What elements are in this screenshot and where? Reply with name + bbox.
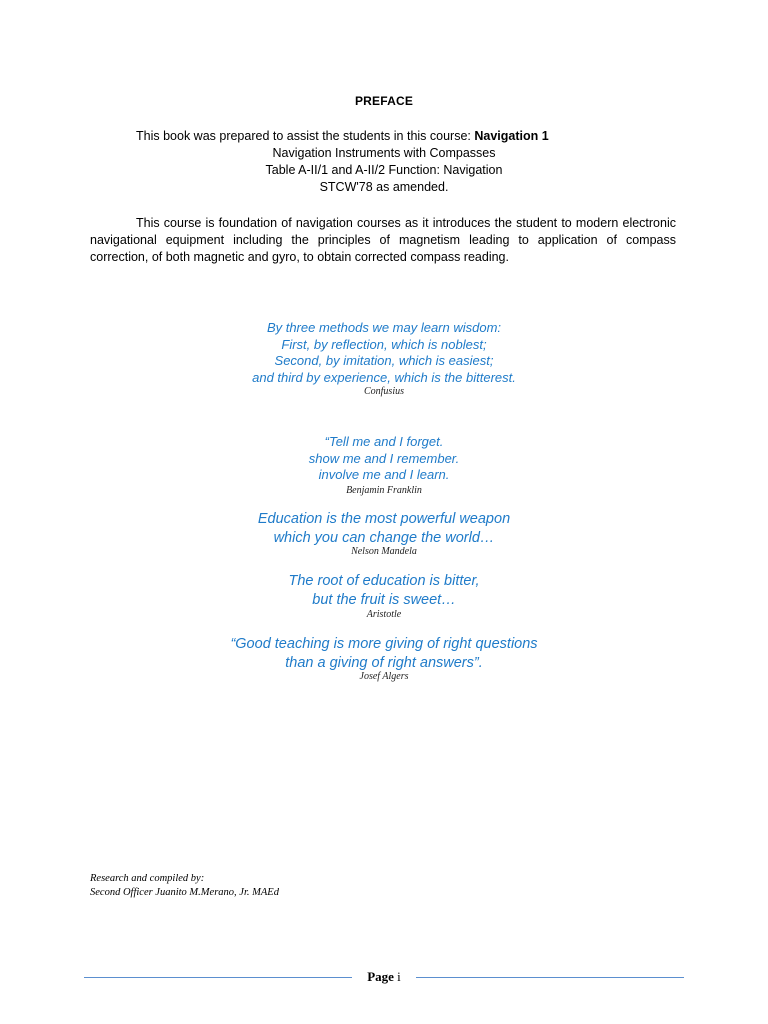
course-convention: STCW'78 as amended.: [319, 180, 449, 194]
quote-line: The root of education is bitter,: [288, 573, 480, 589]
quote-line: but the fruit is sweet…: [312, 591, 456, 608]
credits-author: Second Officer Juanito M.Merano, Jr. MAEd: [90, 886, 279, 898]
footer-rule-left: [84, 977, 352, 978]
quote-line: Second, by imitation, which is easiest;: [274, 353, 494, 368]
quote-line: “Tell me and I forget.: [324, 434, 444, 449]
quote-author: Aristotle: [366, 609, 402, 620]
quote-line: show me and I remember.: [308, 450, 460, 466]
page-title: PREFACE: [354, 94, 414, 108]
quote-line: and third by experience, which is the bitterest.: [252, 369, 516, 385]
credits-label: Research and compiled by:: [90, 873, 205, 884]
course-table-reference: Table A-II/1 and A-II/2 Function: Navigation: [265, 163, 503, 177]
quote-line: First, by reflection, which is noblest;: [281, 336, 487, 352]
quote-block: [0, 635, 768, 672]
quote-block: [0, 510, 768, 547]
page-number-value: i: [397, 969, 401, 984]
page-number: [352, 969, 416, 985]
intro-lead: This book was prepared to assist the students in this course:: [136, 129, 475, 143]
quote-line: which you can change the world…: [273, 529, 495, 546]
quote-line: By three methods we may learn wisdom:: [266, 320, 502, 335]
course-name: Navigation 1: [474, 129, 549, 143]
quote-author: Benjamin Franklin: [346, 485, 422, 496]
quote-line: than a giving of right answers”.: [285, 654, 483, 671]
course-description: This course is foundation of navigation courses as it introduces the student to modern electronic navigational equipment including the principles of magnetism leading to application of compass correction, of both magnetic and gyro, to obtain corrected compass reading.: [90, 216, 676, 264]
page-label: Page: [367, 969, 394, 984]
course-subtitle: Navigation Instruments with Compasses: [272, 146, 496, 160]
quote-author: Confusius: [363, 386, 404, 397]
quote-block: [0, 434, 768, 484]
quote-block: [0, 572, 768, 609]
quote-author: Nelson Mandela: [351, 546, 417, 557]
quote-block: [0, 320, 768, 386]
author-credits: [90, 872, 279, 899]
quote-line: “Good teaching is more giving of right questions: [230, 636, 538, 652]
intro-sentence: [136, 129, 549, 143]
quote-line: Education is the most powerful weapon: [257, 511, 511, 527]
footer-rule-right: [416, 977, 684, 978]
quote-line: involve me and I learn.: [318, 467, 450, 482]
quote-author: Josef Algers: [359, 671, 409, 682]
